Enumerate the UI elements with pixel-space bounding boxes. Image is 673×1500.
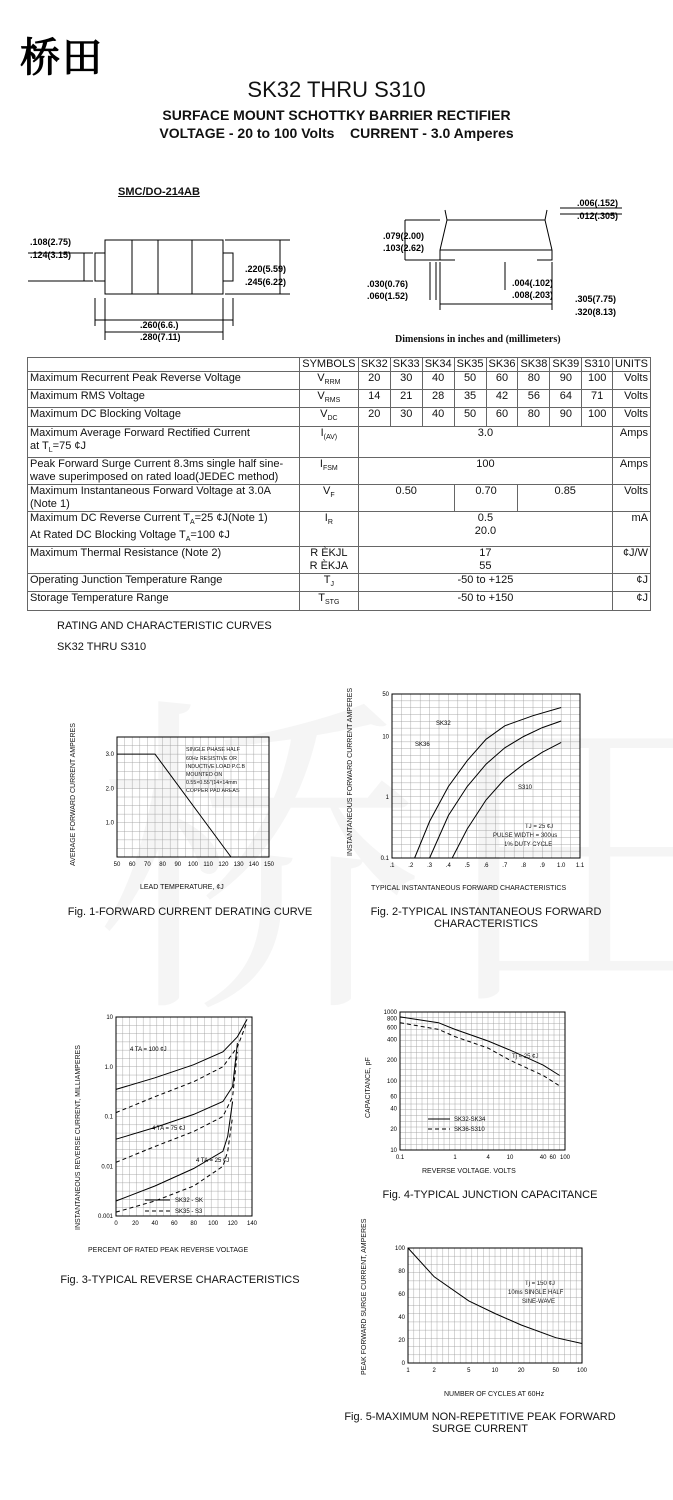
dim-foot-max: .060(1.52) [367,291,409,301]
dim-lead-max: .012(.305) [577,211,619,221]
table-row: Maximum DC Reverse Current $T_A=25$ ¢J(Note 1) At Rated DC Blocking Voltage $T_A=100$ ¢J $I_R$ 0.5 20.0 mA [28,511,651,546]
table-row: Storage Temperature Range $T_{STG}$ -50 to +150 ¢J [28,592,651,610]
x-tick-label: 80 [159,862,166,868]
x-tick-label: 1 [453,1155,457,1161]
dim-width-min: .108(2.75) [30,237,72,247]
fig1-note: 60Hz RESISTIVE OR [186,756,237,762]
x-tick-label: .6 [483,863,489,869]
page-title: SK32 THRU S310 [247,77,426,102]
x-tick-label: 5 [467,1368,471,1374]
fig1-caption: Fig. 1-FORWARD CURRENT DERATING CURVE [67,906,313,918]
x-tick-label: 60 [549,1155,557,1161]
table-row: Maximum RMS Voltage $V_{RMS}$ 14 21 28 35 42 56 64 71 Volts [28,390,651,408]
dim-foot-min: .030(0.76) [367,279,409,289]
table-header: SK36 [486,358,518,372]
y-tick-label: 3.0 [105,752,114,759]
x-tick-label: 100 [208,1221,219,1227]
fig2-series-label: SK36 [415,742,430,748]
fig2-series-label: S310 [518,785,533,791]
fig1-ylabel: AVERAGE FORWARD CURRENT AMPERES [70,723,77,866]
fig2-caption: Fig. 2-TYPICAL INSTANTANEOUS FORWARD CHARACTERISTICS [370,906,602,930]
table-header: SYMBOLS [299,358,358,372]
y-tick-label: 0 [401,1361,405,1367]
table-row: Maximum Instantaneous Forward Voltage at 3.0A (Note 1) $V_F$ 0.50 0.70 0.85 Volts [28,484,651,511]
x-tick-label: 50 [113,862,121,868]
x-tick-label: 140 [246,1221,258,1227]
fig5-note: Tj = 150 ¢J [525,1281,555,1287]
dim-overall-min: .305(7.75) [575,294,617,304]
fig4-caption: Fig. 4-TYPICAL JUNCTION CAPACITANCE [382,1189,598,1201]
x-tick-label: 90 [174,862,182,868]
x-tick-label: 20 [132,1221,139,1227]
series-line [400,1017,560,1076]
y-tick-label: 60 [398,1292,405,1298]
series-line [116,1022,247,1113]
x-tick-label: 0.1 [395,1155,405,1161]
dim-thick-max: .103(2.62) [383,243,425,253]
x-tick-label: .3 [427,863,433,869]
dim-stand-max: .008(.203) [512,290,554,300]
fig3-temp-label: 4 TA = 100 ¢J [130,1047,167,1053]
fig3-temp-label: 4 TA = 75 ¢J [152,1126,186,1132]
fig5-xlabel: NUMBER OF CYCLES AT 60Hz [444,1391,545,1398]
table-row: Maximum Thermal Resistance (Note 2) R ÈKJL R ÈKJA 17 55 ¢J/W [28,547,651,574]
fig2-note: 1% DUTY CYCLE [504,842,553,848]
x-tick-label: 4 [486,1155,490,1161]
chart-3 [98,1015,258,1227]
table-header: SK34 [422,358,454,372]
x-tick-label: 60 [128,862,136,868]
table-header: SK35 [454,358,486,372]
x-tick-label: 40 [539,1155,547,1161]
table-header: UNITS [613,358,651,372]
table-row: Maximum Average Forward Rectified Current at $T_L=75$ ¢J $I_{(AV)}$ 3.0 Amps [28,426,651,457]
y-tick-label: 2.0 [105,786,114,793]
fig4-note: Tj = 25 ¢J [512,1054,539,1060]
dim-height-min: .220(5.59) [245,264,287,274]
x-tick-label: .7 [502,863,508,869]
x-tick-label: 1.0 [557,863,566,869]
x-tick-label: 120 [218,862,229,868]
y-tick-label: 600 [386,1025,397,1032]
y-tick-label: 100 [386,1079,397,1085]
fig3-xlabel: PERCENT OF RATED PEAK REVERSE VOLTAGE [88,1247,249,1254]
y-tick-label: 0.1 [380,856,389,862]
table-row: Peak Forward Surge Current 8.3ms single half sine- wave superimposed on rated load(JEDEC method) $I_{FSM}$ 100 Amps [28,457,651,484]
fig1-note: MOUNTED ON [186,772,223,778]
y-tick-label: 1.0 [105,820,114,827]
x-tick-label: 0 [114,1221,118,1227]
fig3-ylabel: INSTANTANEOUS REVERSE CURRENT, MILLIAMPERES [75,1045,82,1230]
x-tick-label: 60 [170,1221,178,1227]
fig4-xlabel: REVERSE VOLTAGE. VOLTS [422,1168,516,1175]
y-tick-label: 60 [390,1094,397,1101]
dim-lead-min: .006(.152) [577,198,619,208]
x-tick-label: 1 [406,1368,410,1374]
y-tick-label: 200 [386,1058,397,1065]
fig1-note: 0.55×0.55"(14×14mm [186,780,238,786]
y-tick-label: 80 [398,1269,405,1275]
dim-thick-min: .079(2.00) [383,231,425,241]
fig5-note: 10ms SINGLE HALF [508,1290,564,1296]
table-header: SK39 [550,358,582,372]
x-tick-label: .5 [464,863,470,869]
x-tick-label: 40 [151,1221,159,1227]
x-tick-label: 100 [187,862,199,868]
fig2-xlabel: TYPICAL INSTANTANEOUS FORWARD CHARACTERISTICS [371,885,567,892]
x-tick-label: 10 [491,1368,499,1374]
x-tick-label: .8 [521,863,527,869]
ratings-line: VOLTAGE - 20 to 100 Volts CURRENT - 3.0 Amperes [159,125,514,141]
table-header: SK33 [390,358,422,372]
dimensions-caption: Dimensions in inches and (millimeters) [395,334,561,345]
chart-5 [395,1246,588,1374]
x-tick-label: 80 [190,1221,198,1227]
y-tick-label: 10 [390,1148,397,1154]
x-tick-label: 100 [576,1368,588,1374]
y-tick-label: 10 [106,1015,113,1021]
brand-logo: 桥田 [20,34,104,81]
y-tick-label: 0.001 [97,1214,113,1220]
y-tick-label: 0.01 [101,1164,113,1171]
fig3-caption: Fig. 3-TYPICAL REVERSE CHARACTERISTICS [60,1274,300,1286]
y-tick-label: 1.0 [104,1064,113,1071]
dim-overall-max: .320(8.13) [575,307,617,317]
x-tick-label: 110 [203,862,213,868]
x-tick-label: 50 [552,1368,560,1374]
y-tick-label: 100 [394,1246,405,1252]
x-tick-label: .4 [445,863,451,869]
dim-height-max: .245(6.22) [245,277,287,287]
x-tick-label: 130 [233,862,244,868]
x-tick-label: 70 [144,862,151,868]
y-tick-label: 40 [398,1315,405,1321]
fig1-xlabel: LEAD TEMPERATURE, ¢J [140,884,224,891]
y-tick-label: 40 [390,1106,397,1113]
y-tick-label: 20 [390,1127,397,1134]
x-tick-label: .9 [539,863,545,869]
x-tick-label: 140 [248,862,259,868]
dim-length-min: .260(6.6.) [140,320,179,330]
x-tick-label: 150 [263,862,275,868]
page-subtitle: SURFACE MOUNT SCHOTTKY BARRIER RECTIFIER [162,107,511,123]
y-tick-label: 1 [385,795,389,802]
fig3-temp-label: 4 TA = 25 ¢J [196,1158,230,1164]
dim-width-max: .124(3.15) [30,250,72,260]
fig2-note: TJ = 25 ¢J [525,824,554,830]
y-tick-label: 800 [386,1016,397,1023]
x-tick-label: 100 [559,1155,571,1161]
chart-4 [384,1010,571,1161]
fig5-caption: Fig. 5-MAXIMUM NON-REPETITIVE PEAK FORWARD SURGE CURRENT [344,1411,616,1435]
table-row: Operating Junction Temperature Range $T_J$ -50 to +125 ¢J [28,574,651,592]
y-tick-label: 20 [398,1338,405,1344]
x-tick-label: 2 [432,1368,436,1374]
curves-series: SK32 THRU S310 [57,641,147,653]
fig4-ylabel: CAPACITANCE, pF [365,1057,372,1118]
fig1-note: COPPER PAD AREAS [186,788,240,794]
fig1-note: SINGLE PHASE HALF [186,747,240,753]
chart-2 [381,692,585,869]
fig2-ylabel: INSTANTANEOUS FORWARD CURRENT AMPERES [347,687,354,856]
x-tick-label: 20 [517,1368,525,1374]
table-row: Maximum Recurrent Peak Reverse Voltage $V_{RRM}$ 20 30 40 50 60 80 90 100 Volts [28,372,651,390]
x-tick-label: .1 [389,863,395,869]
x-tick-label: 120 [227,1221,238,1227]
table-header: SK38 [518,358,550,372]
fig2-note: PULSE WIDTH = 300us [493,833,558,839]
fig5-ylabel: PEAK FORWARD SURGE CURRENT, AMPERES [361,1218,368,1375]
fig1-note: INDUCTIVE LOAD P.C.B [186,764,246,770]
y-tick-label: 0.1 [104,1114,113,1121]
y-tick-label: 1000 [383,1010,397,1016]
x-tick-label: 10 [506,1155,514,1161]
y-tick-label: 50 [382,692,389,698]
dim-stand-min: .004(.102) [512,278,554,288]
x-tick-label: .2 [408,863,414,869]
fig3-legend-label: SK32 - SK [175,1198,204,1204]
fig4-legend-label: SK36-S310 [454,1127,485,1133]
x-tick-label: 1.1 [575,863,585,869]
fig3-legend-label: SK35 - S3 [175,1209,203,1215]
package-name: SMC/DO-214AB [118,186,200,198]
y-tick-label: 10 [382,734,389,741]
fig5-note: SINE-WAVE [522,1299,556,1305]
fig4-legend-label: SK32-SK34 [454,1117,486,1123]
table-header: S310 [582,358,613,372]
dim-length-max: .280(7.11) [140,332,181,342]
fig2-series-label: SK32 [436,721,451,727]
y-tick-label: 400 [386,1037,397,1044]
table-header: SK32 [358,358,390,372]
table-row: Maximum DC Blocking Voltage $V_{DC}$ 20 30 40 50 60 80 90 100 Volts [28,408,651,426]
series-line [116,1019,247,1089]
curves-heading: RATING AND CHARACTERISTIC CURVES [57,620,272,632]
